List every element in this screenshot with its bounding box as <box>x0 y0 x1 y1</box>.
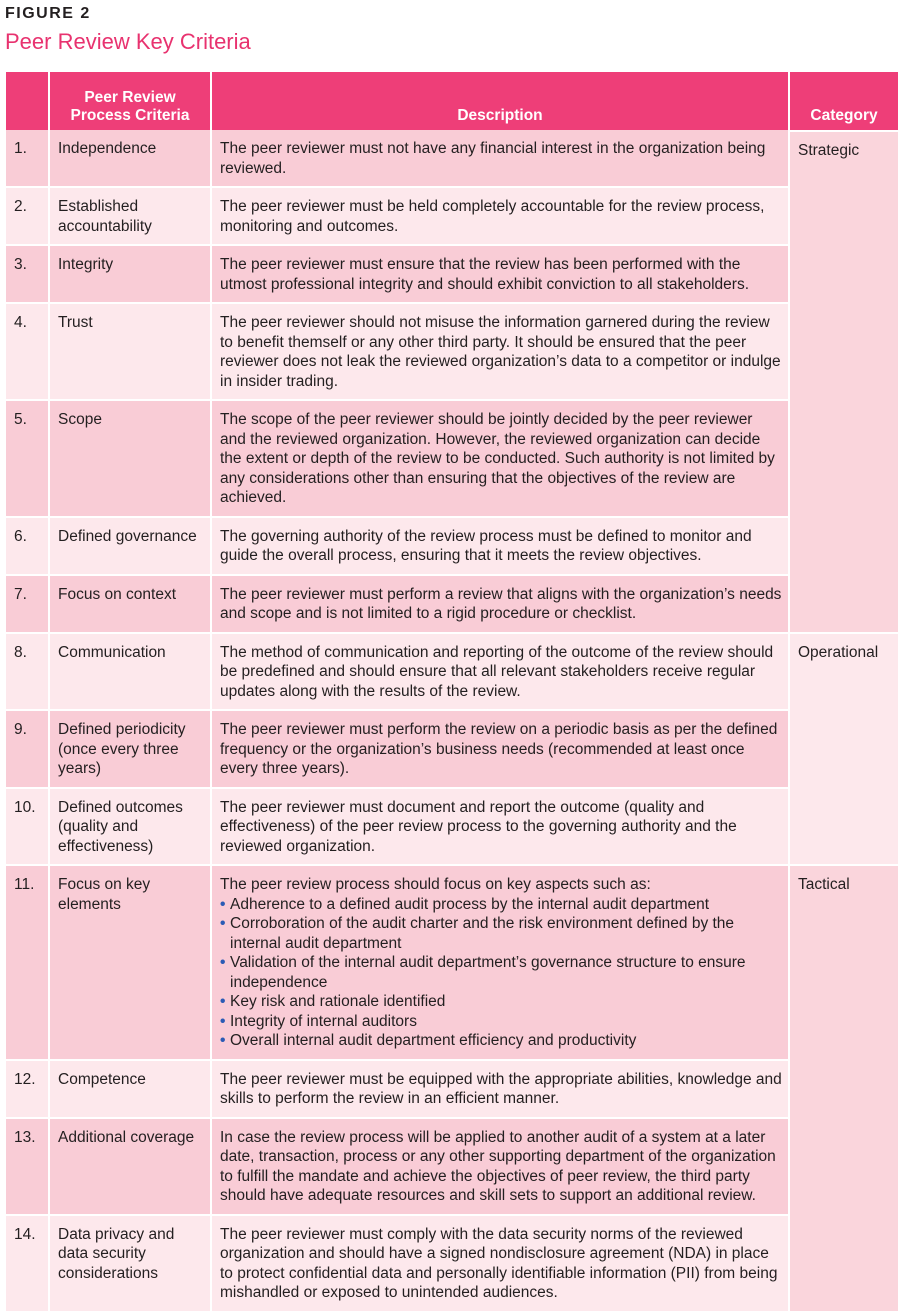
header-category: Category <box>790 72 898 130</box>
row-number: 4. <box>6 302 48 399</box>
row-number: 1. <box>6 130 48 186</box>
row-number: 11. <box>6 864 48 1059</box>
list-item: • Integrity of internal auditors <box>220 1012 782 1032</box>
list-item: • Validation of the internal audit department’s governance structure to ensure independence <box>220 953 782 992</box>
table-row <box>6 399 898 516</box>
list-item: • Overall internal audit department efficiency and productivity <box>220 1031 782 1051</box>
header-number <box>6 72 48 130</box>
row-description: The method of communication and reporting of the outcome of the review should be predefined and should ensure that all relevant stakeholders receive regular updates along with the results of the review. <box>212 632 788 710</box>
row-number: 5. <box>6 399 48 516</box>
row-criteria: Defined outcomes (quality and effectiveness) <box>50 787 210 865</box>
row-number: 6. <box>6 516 48 574</box>
row-description: The peer reviewer must perform the review on a periodic basis as per the defined frequency or the organization’s business needs (recommended at least once every three years). <box>212 709 788 787</box>
key-elements-list <box>220 895 782 1051</box>
table-row <box>6 186 898 244</box>
row-number: 12. <box>6 1059 48 1117</box>
category-tactical: Tactical <box>790 864 898 1311</box>
header-criteria: Peer Review Process Criteria <box>50 72 210 130</box>
row-description: The peer reviewer must be equipped with the appropriate abilities, knowledge and skills to perform the review in an efficient manner. <box>212 1059 788 1117</box>
table-row <box>6 632 898 710</box>
row-description <box>212 864 788 1059</box>
row-description: The peer reviewer must be held completely accountable for the review process, monitoring and outcomes. <box>212 186 788 244</box>
table-row <box>6 864 898 1059</box>
figure-label: FIGURE 2 <box>5 5 91 22</box>
figure-title: Peer Review Key Criteria <box>5 29 251 54</box>
table-row <box>6 244 898 302</box>
table-row <box>6 516 898 574</box>
row-description: The peer reviewer must ensure that the review has been performed with the utmost professional integrity and should exhibit conviction to all stakeholders. <box>212 244 788 302</box>
header-description: Description <box>212 72 788 130</box>
row-criteria: Established accountability <box>50 186 210 244</box>
row-number: 2. <box>6 186 48 244</box>
row-criteria: Focus on key elements <box>50 864 210 1059</box>
table-row <box>6 787 898 865</box>
row-number: 14. <box>6 1214 48 1311</box>
row-criteria: Communication <box>50 632 210 710</box>
row-criteria: Additional coverage <box>50 1117 210 1214</box>
row-criteria: Competence <box>50 1059 210 1117</box>
row-description: The governing authority of the review process must be defined to monitor and guide the overall process, ensuring that it meets the review objectives. <box>212 516 788 574</box>
list-item: • Key risk and rationale identified <box>220 992 782 1012</box>
row-description: The peer reviewer must comply with the data security norms of the reviewed organization and should have a signed nondisclosure agreement (NDA) in place to protect confidential data and personally identifiable information (PII) from being mishandled or exposed to unintended audiences. <box>212 1214 788 1311</box>
row-description-intro: The peer review process should focus on key aspects such as: <box>220 876 651 893</box>
row-criteria: Data privacy and data security considerations <box>50 1214 210 1311</box>
table-row <box>6 709 898 787</box>
row-number: 13. <box>6 1117 48 1214</box>
table-row <box>6 574 898 632</box>
row-description: The peer reviewer must perform a review that aligns with the organization’s needs and scope and is not limited to a rigid procedure or checklist. <box>212 574 788 632</box>
row-criteria: Integrity <box>50 244 210 302</box>
row-description: The peer reviewer should not misuse the information garnered during the review to benefit themself or any other third party. It should be ensured that the peer reviewer does not leak the reviewed organization’s data to a competitor or indulge in insider trading. <box>212 302 788 399</box>
table-header-row <box>6 72 898 130</box>
row-number: 3. <box>6 244 48 302</box>
row-number: 10. <box>6 787 48 865</box>
list-item: • Corroboration of the audit charter and the risk environment defined by the internal audit department <box>220 914 782 953</box>
row-criteria: Trust <box>50 302 210 399</box>
row-criteria: Independence <box>50 130 210 186</box>
row-criteria: Focus on context <box>50 574 210 632</box>
table-row <box>6 1214 898 1311</box>
row-number: 7. <box>6 574 48 632</box>
category-strategic: Strategic <box>790 130 898 632</box>
row-description: The peer reviewer must document and report the outcome (quality and effectiveness) of the peer review process to the governing authority and the reviewed organization. <box>212 787 788 865</box>
criteria-table <box>4 72 900 1311</box>
table-row <box>6 1117 898 1214</box>
row-criteria: Defined periodicity (once every three years) <box>50 709 210 787</box>
table-row <box>6 1059 898 1117</box>
category-operational: Operational <box>790 632 898 865</box>
row-description: The peer reviewer must not have any financial interest in the organization being reviewed. <box>212 130 788 186</box>
list-item: • Adherence to a defined audit process by the internal audit department <box>220 895 782 915</box>
table-row <box>6 302 898 399</box>
row-criteria: Defined governance <box>50 516 210 574</box>
row-description: The scope of the peer reviewer should be jointly decided by the peer reviewer and the reviewed organization. However, the reviewed organization can decide the extent or depth of the review to be conducted. Such authority is not limited by any considerations other than ensuring that the objectives of the review are achieved. <box>212 399 788 516</box>
row-number: 8. <box>6 632 48 710</box>
row-description: In case the review process will be applied to another audit of a system at a later date, transaction, process or any other supporting department of the organization to fulfill the mandate and achieve the objectives of peer review, the third party should have adequate resources and skill sets to support an additional review. <box>212 1117 788 1214</box>
table-row <box>6 130 898 186</box>
row-criteria: Scope <box>50 399 210 516</box>
row-number: 9. <box>6 709 48 787</box>
